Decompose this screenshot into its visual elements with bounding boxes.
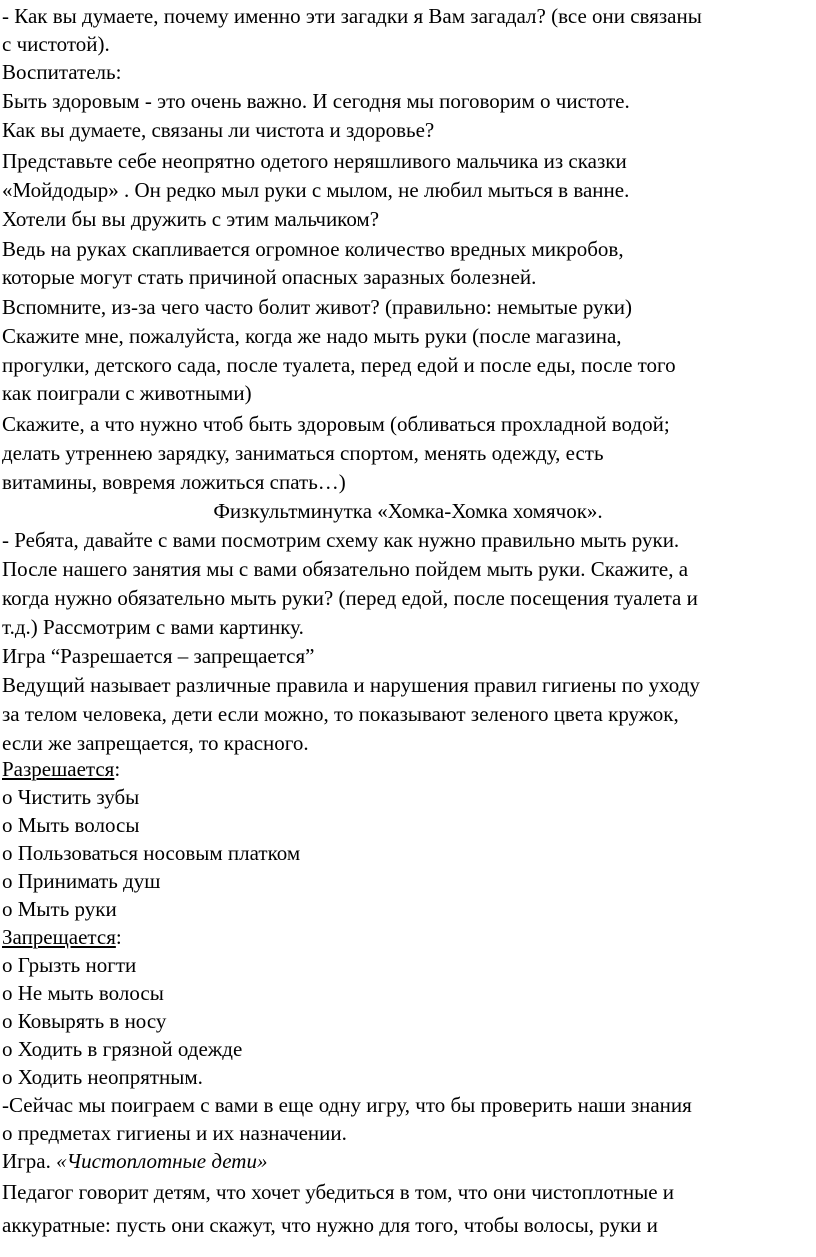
list-item: o Ходить неопрятным. (2, 1065, 203, 1089)
list-item: o Не мыть волосы (2, 981, 164, 1005)
text-line: Представьте себе неопрятно одетого неряшливого мальчика из сказки (2, 149, 627, 173)
game-prefix: Игра. (2, 1149, 57, 1173)
text-line: прогулки, детского сада, после туалета, перед едой и после еды, после того (2, 353, 676, 377)
text-line: После нашего занятия мы с вами обязательно пойдем мыть руки. Скажите, а (2, 557, 689, 581)
text-line: Педагог говорит детям, что хочет убедиться в том, что они чистоплотные и (2, 1180, 674, 1204)
text-line: с чистотой). (2, 32, 110, 56)
text-line: о предметах гигиены и их назначении. (2, 1121, 347, 1145)
text-line: т.д.) Рассмотрим с вами картинку. (2, 615, 304, 639)
text-line: Быть здоровым - это очень важно. И сегодня мы поговорим о чистоте. (2, 89, 630, 113)
forbidden-heading-colon: : (115, 925, 122, 949)
list-item: o Ходить в грязной одежде (2, 1037, 243, 1061)
text-line: если же запрещается, то красного. (2, 731, 309, 755)
allowed-heading-text: Разрешается (2, 757, 115, 781)
section-title: Физкультминутка «Хомка-Хомка хомячок». (213, 499, 603, 523)
list-item: o Мыть волосы (2, 813, 140, 837)
text-line: «Мойдодыр» . Он редко мыл руки с мылом, не любил мыться в ванне. (2, 178, 630, 202)
text-line: -Сейчас мы поиграем с вами в еще одну игру, что бы проверить наши знания (2, 1093, 692, 1117)
forbidden-heading (2, 924, 122, 950)
game-title-line (2, 1148, 267, 1174)
text-line: за телом человека, дети если можно, то показывают зеленого цвета кружок, (2, 702, 679, 726)
text-line: Ведущий называет различные правила и нарушения правил гигиены по уходу (2, 673, 700, 697)
text-line: аккуратные: пусть они скажут, что нужно для того, чтобы волосы, руки и (2, 1213, 658, 1237)
text-line: которые могут стать причиной опасных заразных болезней. (2, 265, 537, 289)
text-line: Вспомните, из-за чего часто болит живот? (правильно: немытые руки) (2, 295, 632, 319)
list-item: o Мыть руки (2, 897, 117, 921)
text-line: когда нужно обязательно мыть руки? (перед едой, после посещения туалета и (2, 586, 698, 610)
text-line: - Ребята, давайте с вами посмотрим схему как нужно правильно мыть руки. (2, 528, 680, 552)
text-line: Как вы думаете, связаны ли чистота и здоровье? (2, 118, 435, 142)
text-line: как поиграли с животными) (2, 381, 252, 405)
list-item: o Чистить зубы (2, 785, 140, 809)
list-item: o Принимать душ (2, 869, 161, 893)
text-line: Ведь на руках скапливается огромное количество вредных микробов, (2, 237, 624, 261)
allowed-heading-colon: : (114, 757, 121, 781)
text-line: Воспитатель: (2, 60, 122, 84)
list-item: o Ковырять в носу (2, 1009, 167, 1033)
text-line: витамины, вовремя ложиться спать…) (2, 470, 346, 494)
text-line: делать утреннею зарядку, заниматься спортом, менять одежду, есть (2, 441, 604, 465)
list-item: o Грызть ногти (2, 953, 137, 977)
text-line: Скажите, а что нужно чтоб быть здоровым (обливаться прохладной водой; (2, 412, 670, 436)
text-line: Игра “Разрешается – запрещается” (2, 644, 315, 668)
forbidden-heading-text: Запрещается (2, 925, 116, 949)
game-title: «Чистоплотные дети» (56, 1149, 268, 1173)
list-item: o Пользоваться носовым платком (2, 841, 301, 865)
text-line: - Как вы думаете, почему именно эти загадки я Вам загадал? (все они связаны (2, 4, 702, 28)
text-line: Хотели бы вы дружить с этим мальчиком? (2, 207, 380, 231)
text-line: Скажите мне, пожалуйста, когда же надо мыть руки (после магазина, (2, 324, 622, 348)
allowed-heading (2, 756, 120, 782)
